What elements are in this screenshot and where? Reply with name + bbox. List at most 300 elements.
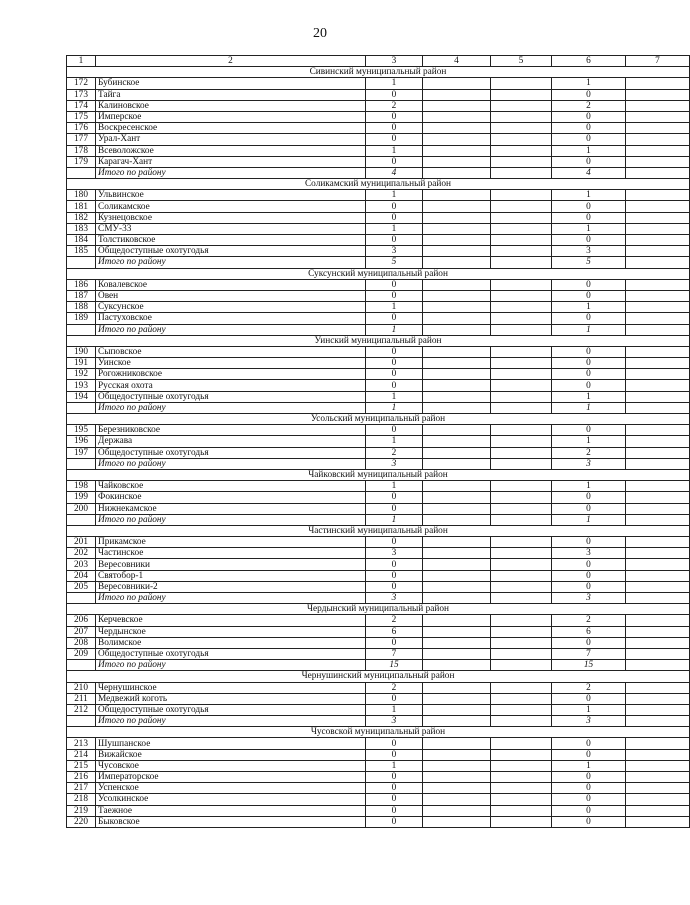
total-col7	[626, 716, 690, 727]
value-col4	[423, 100, 491, 111]
total-col4	[423, 514, 491, 525]
value-col6: 0	[552, 369, 626, 380]
value-col7	[626, 704, 690, 715]
value-col7	[626, 816, 690, 827]
value-col6: 6	[552, 626, 626, 637]
total-col6: 3	[552, 593, 626, 604]
value-col5	[491, 201, 552, 212]
value-col7	[626, 290, 690, 301]
value-col4	[423, 391, 491, 402]
value-col7	[626, 380, 690, 391]
row-number: 205	[67, 581, 96, 592]
area-name: Императорское	[96, 772, 366, 783]
value-col5	[491, 704, 552, 715]
value-col7	[626, 783, 690, 794]
value-col7	[626, 156, 690, 167]
row-number	[67, 324, 96, 335]
value-col5	[491, 302, 552, 313]
value-col3: 0	[366, 749, 423, 760]
row-number: 219	[67, 805, 96, 816]
row-number: 214	[67, 749, 96, 760]
district-title: Сивинский муниципальный район	[67, 67, 690, 78]
value-col6: 1	[552, 436, 626, 447]
row-number: 181	[67, 201, 96, 212]
value-col3: 0	[366, 156, 423, 167]
value-col5	[491, 78, 552, 89]
value-col3: 1	[366, 760, 423, 771]
value-col5	[491, 346, 552, 357]
value-col7	[626, 201, 690, 212]
value-col6: 1	[552, 302, 626, 313]
value-col3: 0	[366, 794, 423, 805]
value-col7	[626, 425, 690, 436]
area-name: Общедоступные охотугодья	[96, 704, 366, 715]
value-col6: 0	[552, 111, 626, 122]
value-col4	[423, 816, 491, 827]
value-col6: 0	[552, 570, 626, 581]
district-title: Соликамский муниципальный район	[67, 179, 690, 190]
district-header-row	[67, 414, 690, 425]
total-col6: 5	[552, 257, 626, 268]
value-col3: 3	[366, 246, 423, 257]
table-header-row	[67, 56, 690, 67]
value-col5	[491, 805, 552, 816]
area-name: Общедоступные охотугодья	[96, 447, 366, 458]
total-col5	[491, 514, 552, 525]
value-col5	[491, 425, 552, 436]
value-col3: 1	[366, 481, 423, 492]
value-col4	[423, 436, 491, 447]
value-col5	[491, 503, 552, 514]
total-col6: 15	[552, 660, 626, 671]
value-col6: 1	[552, 704, 626, 715]
value-col4	[423, 447, 491, 458]
row-number: 174	[67, 100, 96, 111]
table-row	[67, 134, 690, 145]
value-col7	[626, 794, 690, 805]
table-row	[67, 369, 690, 380]
value-col4	[423, 380, 491, 391]
row-number: 217	[67, 783, 96, 794]
value-col3: 0	[366, 581, 423, 592]
value-col4	[423, 772, 491, 783]
value-col4	[423, 111, 491, 122]
value-col6: 0	[552, 358, 626, 369]
value-col7	[626, 100, 690, 111]
total-col6: 1	[552, 324, 626, 335]
district-total-row	[67, 593, 690, 604]
table-row	[67, 212, 690, 223]
row-number: 185	[67, 246, 96, 257]
value-col3: 0	[366, 201, 423, 212]
total-col6: 1	[552, 514, 626, 525]
value-col3: 1	[366, 223, 423, 234]
value-col5	[491, 190, 552, 201]
table-row	[67, 246, 690, 257]
area-name: Волимское	[96, 637, 366, 648]
row-number: 208	[67, 637, 96, 648]
value-col4	[423, 570, 491, 581]
table-row	[67, 156, 690, 167]
value-col3: 0	[366, 134, 423, 145]
value-col5	[491, 156, 552, 167]
total-col5	[491, 716, 552, 727]
table-row	[67, 570, 690, 581]
value-col6: 0	[552, 235, 626, 246]
table-row	[67, 805, 690, 816]
row-number	[67, 257, 96, 268]
value-col5	[491, 492, 552, 503]
row-number: 194	[67, 391, 96, 402]
value-col3: 6	[366, 626, 423, 637]
district-header-row	[67, 727, 690, 738]
value-col6: 2	[552, 447, 626, 458]
table-row	[67, 749, 690, 760]
value-col6: 0	[552, 693, 626, 704]
value-col4	[423, 559, 491, 570]
row-number: 199	[67, 492, 96, 503]
table-row	[67, 481, 690, 492]
value-col7	[626, 615, 690, 626]
value-col4	[423, 246, 491, 257]
value-col5	[491, 123, 552, 134]
value-col5	[491, 626, 552, 637]
value-col6: 2	[552, 100, 626, 111]
value-col3: 1	[366, 436, 423, 447]
row-number: 211	[67, 693, 96, 704]
value-col4	[423, 134, 491, 145]
value-col4	[423, 805, 491, 816]
district-title: Усольский муниципальный район	[67, 414, 690, 425]
total-col3: 3	[366, 716, 423, 727]
value-col7	[626, 481, 690, 492]
value-col6: 0	[552, 537, 626, 548]
area-name: Общедоступные охотугодья	[96, 246, 366, 257]
value-col4	[423, 548, 491, 559]
area-name: Медвежий коготь	[96, 693, 366, 704]
value-col5	[491, 369, 552, 380]
value-col5	[491, 279, 552, 290]
value-col7	[626, 772, 690, 783]
area-name: Фокинское	[96, 492, 366, 503]
area-name: Толстиковское	[96, 235, 366, 246]
row-number: 175	[67, 111, 96, 122]
value-col7	[626, 760, 690, 771]
table-row	[67, 626, 690, 637]
area-name: Общедоступные охотугодья	[96, 391, 366, 402]
value-col4	[423, 503, 491, 514]
value-col7	[626, 302, 690, 313]
value-col4	[423, 190, 491, 201]
value-col5	[491, 615, 552, 626]
value-col7	[626, 279, 690, 290]
district-header-row	[67, 671, 690, 682]
row-number: 220	[67, 816, 96, 827]
row-number: 204	[67, 570, 96, 581]
table-row	[67, 816, 690, 827]
value-col6: 0	[552, 794, 626, 805]
value-col4	[423, 302, 491, 313]
value-col3: 1	[366, 145, 423, 156]
total-label: Итого по району	[96, 458, 366, 469]
row-number	[67, 514, 96, 525]
value-col6: 0	[552, 313, 626, 324]
value-col6: 0	[552, 749, 626, 760]
total-col6: 3	[552, 458, 626, 469]
value-col3: 1	[366, 704, 423, 715]
district-title: Чердынский муниципальный район	[67, 604, 690, 615]
row-number: 196	[67, 436, 96, 447]
row-number: 176	[67, 123, 96, 134]
total-col7	[626, 593, 690, 604]
district-title: Суксунский муниципальный район	[67, 268, 690, 279]
value-col4	[423, 693, 491, 704]
row-number: 188	[67, 302, 96, 313]
value-col5	[491, 481, 552, 492]
area-name: Сыповское	[96, 346, 366, 357]
value-col6: 3	[552, 246, 626, 257]
total-label: Итого по району	[96, 593, 366, 604]
area-name: Чайковское	[96, 481, 366, 492]
value-col5	[491, 816, 552, 827]
value-col4	[423, 145, 491, 156]
total-col6: 4	[552, 167, 626, 178]
table-row	[67, 794, 690, 805]
row-number: 184	[67, 235, 96, 246]
total-label: Итого по району	[96, 514, 366, 525]
area-name: Пастуховское	[96, 313, 366, 324]
value-col3: 1	[366, 302, 423, 313]
district-total-row	[67, 324, 690, 335]
value-col3: 2	[366, 447, 423, 458]
value-col7	[626, 805, 690, 816]
value-col7	[626, 111, 690, 122]
value-col4	[423, 78, 491, 89]
total-label: Итого по району	[96, 660, 366, 671]
district-total-row	[67, 458, 690, 469]
value-col6: 0	[552, 156, 626, 167]
area-name: Прикамское	[96, 537, 366, 548]
value-col4	[423, 581, 491, 592]
total-col3: 4	[366, 167, 423, 178]
row-number: 206	[67, 615, 96, 626]
value-col4	[423, 89, 491, 100]
value-col7	[626, 537, 690, 548]
value-col5	[491, 749, 552, 760]
value-col5	[491, 794, 552, 805]
total-col4	[423, 458, 491, 469]
table-row	[67, 111, 690, 122]
district-total-row	[67, 660, 690, 671]
table-row	[67, 279, 690, 290]
value-col4	[423, 738, 491, 749]
value-col4	[423, 212, 491, 223]
value-col7	[626, 581, 690, 592]
area-name: Воскресенское	[96, 123, 366, 134]
value-col5	[491, 212, 552, 223]
table-row	[67, 346, 690, 357]
value-col5	[491, 537, 552, 548]
value-col5	[491, 559, 552, 570]
table-row	[67, 380, 690, 391]
row-number: 186	[67, 279, 96, 290]
area-name: Калиновское	[96, 100, 366, 111]
value-col4	[423, 346, 491, 357]
total-col3: 5	[366, 257, 423, 268]
table-row	[67, 704, 690, 715]
value-col6: 0	[552, 559, 626, 570]
value-col4	[423, 369, 491, 380]
row-number: 203	[67, 559, 96, 570]
value-col6: 0	[552, 637, 626, 648]
row-number: 209	[67, 648, 96, 659]
value-col5	[491, 246, 552, 257]
row-number: 191	[67, 358, 96, 369]
row-number: 189	[67, 313, 96, 324]
value-col3: 1	[366, 391, 423, 402]
row-number: 195	[67, 425, 96, 436]
value-col4	[423, 537, 491, 548]
table-row	[67, 548, 690, 559]
column-header: 5	[491, 56, 552, 67]
area-name: Общедоступные охотугодья	[96, 648, 366, 659]
value-col4	[423, 313, 491, 324]
district-total-row	[67, 716, 690, 727]
page-number: 20	[313, 26, 327, 41]
value-col3: 0	[366, 492, 423, 503]
table-row	[67, 760, 690, 771]
district-total-row	[67, 514, 690, 525]
value-col5	[491, 637, 552, 648]
value-col3: 1	[366, 190, 423, 201]
value-col3: 0	[366, 772, 423, 783]
total-label: Итого по району	[96, 402, 366, 413]
value-col4	[423, 682, 491, 693]
value-col6: 0	[552, 201, 626, 212]
value-col4	[423, 648, 491, 659]
value-col3: 0	[366, 212, 423, 223]
value-col5	[491, 380, 552, 391]
row-number: 197	[67, 447, 96, 458]
table-row	[67, 201, 690, 212]
value-col5	[491, 772, 552, 783]
area-name: Всеволожское	[96, 145, 366, 156]
area-name: Урал-Хант	[96, 134, 366, 145]
row-number	[67, 167, 96, 178]
value-col4	[423, 704, 491, 715]
value-col6: 2	[552, 682, 626, 693]
total-label: Итого по району	[96, 257, 366, 268]
total-col5	[491, 458, 552, 469]
value-col3: 0	[366, 425, 423, 436]
value-col3: 2	[366, 100, 423, 111]
value-col3: 0	[366, 805, 423, 816]
value-col7	[626, 123, 690, 134]
total-col4	[423, 660, 491, 671]
area-name: Вижайское	[96, 749, 366, 760]
value-col7	[626, 246, 690, 257]
value-col7	[626, 212, 690, 223]
area-name: Чусовское	[96, 760, 366, 771]
area-name: Суксунское	[96, 302, 366, 313]
value-col7	[626, 492, 690, 503]
value-col3: 0	[366, 380, 423, 391]
row-number: 216	[67, 772, 96, 783]
value-col3: 0	[366, 559, 423, 570]
total-label: Итого по району	[96, 716, 366, 727]
value-col7	[626, 369, 690, 380]
total-col3: 1	[366, 514, 423, 525]
value-col6: 1	[552, 760, 626, 771]
value-col6: 0	[552, 290, 626, 301]
table-row	[67, 302, 690, 313]
area-name: Керчевское	[96, 615, 366, 626]
value-col5	[491, 760, 552, 771]
area-name: Успенское	[96, 783, 366, 794]
value-col7	[626, 78, 690, 89]
value-col4	[423, 235, 491, 246]
value-col6: 0	[552, 503, 626, 514]
value-col3: 0	[366, 279, 423, 290]
value-col7	[626, 223, 690, 234]
value-col7	[626, 313, 690, 324]
value-col3: 0	[366, 123, 423, 134]
table-row	[67, 391, 690, 402]
value-col3: 0	[366, 369, 423, 380]
total-col3: 3	[366, 593, 423, 604]
row-number	[67, 458, 96, 469]
value-col7	[626, 346, 690, 357]
value-col6: 0	[552, 380, 626, 391]
row-number: 187	[67, 290, 96, 301]
total-col5	[491, 660, 552, 671]
value-col6: 1	[552, 391, 626, 402]
district-header-row	[67, 335, 690, 346]
area-name: Нижнекамское	[96, 503, 366, 514]
value-col4	[423, 626, 491, 637]
table-row	[67, 503, 690, 514]
area-name: Усолкинское	[96, 794, 366, 805]
value-col5	[491, 447, 552, 458]
value-col6: 0	[552, 492, 626, 503]
row-number: 213	[67, 738, 96, 749]
area-name: Кузнецовское	[96, 212, 366, 223]
table-row	[67, 648, 690, 659]
area-name: Соликамское	[96, 201, 366, 212]
value-col6: 3	[552, 548, 626, 559]
value-col6: 0	[552, 783, 626, 794]
value-col4	[423, 279, 491, 290]
district-header-row	[67, 469, 690, 480]
area-name: Ковалевское	[96, 279, 366, 290]
value-col4	[423, 492, 491, 503]
value-col6: 1	[552, 145, 626, 156]
district-header-row	[67, 179, 690, 190]
value-col3: 7	[366, 648, 423, 659]
total-col6: 3	[552, 716, 626, 727]
value-col4	[423, 290, 491, 301]
value-col4	[423, 201, 491, 212]
value-col3: 0	[366, 637, 423, 648]
area-name: Тайга	[96, 89, 366, 100]
value-col7	[626, 391, 690, 402]
total-col4	[423, 167, 491, 178]
value-col3: 0	[366, 235, 423, 246]
table-row	[67, 290, 690, 301]
row-number: 173	[67, 89, 96, 100]
value-col4	[423, 637, 491, 648]
district-title: Чайковский муниципальный район	[67, 469, 690, 480]
